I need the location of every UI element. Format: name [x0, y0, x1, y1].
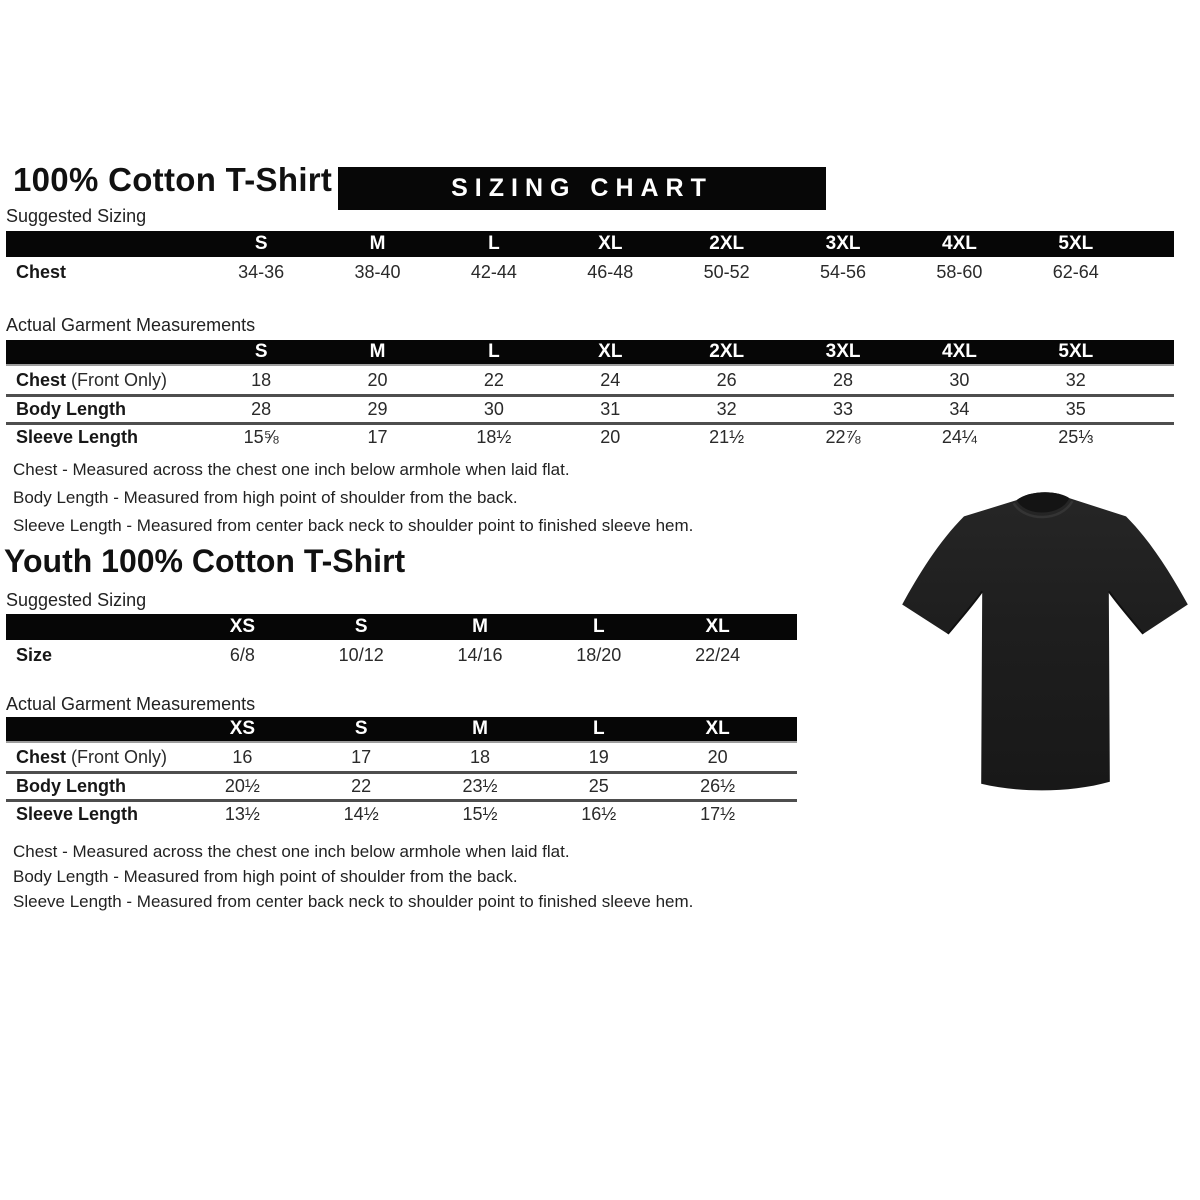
measurement-cell: 16½ — [581, 804, 617, 824]
measurement-cell: 28 — [251, 399, 272, 419]
note-body-length: Body Length - Measured from high point of shoulder from the back. — [13, 488, 518, 507]
measurement-cell: 23½ — [462, 776, 498, 796]
table-row — [6, 422, 1174, 450]
size-column-header: S — [354, 718, 368, 739]
size-column-header: 2XL — [709, 341, 745, 362]
measurement-cell: 20 — [600, 427, 621, 447]
size-column-header: L — [592, 718, 605, 739]
size-column-header: M — [369, 341, 386, 362]
size-column-header: 5XL — [1058, 233, 1094, 254]
table-row — [6, 743, 797, 771]
size-column-header: M — [472, 616, 488, 637]
note-sleeve-length: Sleeve Length - Measured from center back neck to shoulder point to finished sleeve hem. — [13, 892, 694, 911]
table-row — [6, 366, 1174, 394]
measurement-cell: 58-60 — [936, 262, 983, 282]
youth-suggested-sizing-table — [6, 614, 797, 671]
note-body-length: Body Length - Measured from high point of shoulder from the back. — [13, 867, 518, 886]
youth-section-title: Youth 100% Cotton T-Shirt — [4, 543, 406, 579]
measurement-cell: 18 — [251, 369, 272, 390]
measurement-cell: 29 — [367, 399, 388, 419]
table-header-row — [6, 340, 1174, 366]
measurement-cell: 14/16 — [457, 645, 503, 665]
black-tshirt-image — [892, 486, 1198, 802]
measurement-cell: 22 — [483, 369, 504, 390]
size-column-header: S — [254, 341, 268, 362]
youth-actual-measurements-label: Actual Garment Measurements — [6, 694, 256, 714]
size-column-header: 2XL — [709, 233, 745, 254]
measurement-cell: 30 — [949, 369, 970, 390]
row-label: Sleeve Length — [16, 427, 139, 447]
measurement-cell: 62-64 — [1052, 262, 1099, 282]
table-row — [6, 640, 797, 671]
measurement-cell: 24 — [600, 369, 621, 390]
size-column-header: XS — [229, 718, 256, 739]
measurement-cell: 38-40 — [354, 262, 401, 282]
measurement-cell: 18 — [469, 746, 490, 767]
adult-measurement-notes — [13, 461, 693, 545]
measurement-cell: 28 — [833, 369, 854, 390]
measurement-cell: 26 — [716, 369, 737, 390]
measurement-cell: 25 — [588, 776, 609, 796]
measurement-cell: 50-52 — [703, 262, 750, 282]
sizing-chart-banner-text: SIZING CHART — [451, 174, 713, 202]
size-column-header: 3XL — [825, 233, 861, 254]
measurement-cell: 35 — [1065, 399, 1086, 419]
row-label: Chest (Front Only) — [16, 746, 168, 767]
size-column-header: L — [488, 341, 500, 362]
size-column-header: L — [592, 616, 605, 637]
measurement-cell: 18½ — [476, 427, 512, 447]
measurement-cell: 24¼ — [941, 427, 977, 447]
row-label: Chest — [16, 262, 67, 282]
size-column-header: XL — [598, 233, 623, 254]
adult-actual-measurements-table — [6, 340, 1174, 450]
row-label: Chest (Front Only) — [16, 369, 168, 390]
size-column-header: XL — [705, 616, 730, 637]
table-row — [6, 257, 1174, 288]
size-column-header: 4XL — [942, 341, 977, 362]
measurement-cell: 14½ — [343, 804, 379, 824]
adult-suggested-sizing-label: Suggested Sizing — [6, 206, 147, 226]
measurement-cell: 15⅝ — [243, 427, 279, 447]
measurement-cell: 33 — [833, 399, 854, 419]
size-column-header: S — [254, 233, 268, 254]
youth-suggested-sizing-label: Suggested Sizing — [6, 590, 147, 610]
page-title: 100% Cotton T-Shirt — [13, 161, 333, 198]
sizing-chart-banner — [338, 167, 826, 210]
measurement-cell: 31 — [600, 399, 621, 419]
measurement-cell: 10/12 — [338, 645, 384, 665]
measurement-cell: 22⅞ — [825, 427, 861, 447]
size-column-header: XS — [229, 616, 256, 637]
measurement-cell: 17½ — [700, 804, 736, 824]
size-column-header: M — [369, 233, 386, 254]
youth-measurement-notes — [13, 843, 693, 918]
measurement-cell: 34-36 — [238, 262, 285, 282]
measurement-cell: 20 — [367, 369, 388, 390]
note-chest: Chest - Measured across the chest one inch below armhole when laid flat. — [13, 842, 570, 861]
table-row — [6, 799, 797, 827]
measurement-cell: 26½ — [700, 776, 736, 796]
measurement-cell: 6/8 — [229, 645, 255, 665]
measurement-cell: 17 — [367, 427, 388, 447]
size-column-header: XL — [705, 718, 730, 739]
measurement-cell: 20 — [707, 746, 728, 767]
size-column-header: 3XL — [825, 341, 861, 362]
measurement-cell: 19 — [588, 746, 609, 767]
measurement-cell: 20½ — [224, 776, 260, 796]
measurement-cell: 46-48 — [587, 262, 634, 282]
row-label: Sleeve Length — [16, 804, 139, 824]
measurement-cell: 32 — [716, 399, 737, 419]
measurement-cell: 22 — [351, 776, 372, 796]
adult-suggested-sizing-table — [6, 231, 1174, 288]
measurement-cell: 34 — [949, 399, 970, 419]
measurement-cell: 42-44 — [470, 262, 517, 282]
youth-actual-measurements-table — [6, 717, 797, 827]
row-label: Size — [16, 645, 53, 665]
table-header-row — [6, 717, 797, 743]
size-column-header: XL — [598, 341, 623, 362]
measurement-cell: 17 — [351, 746, 372, 767]
measurement-cell: 15½ — [462, 804, 498, 824]
measurement-cell: 32 — [1065, 369, 1086, 390]
size-column-header: L — [488, 233, 500, 254]
note-sleeve-length: Sleeve Length - Measured from center back neck to shoulder point to finished sleeve hem. — [13, 516, 694, 535]
table-header-row — [6, 231, 1174, 257]
measurement-cell: 25⅓ — [1058, 427, 1094, 447]
size-column-header: 5XL — [1058, 341, 1094, 362]
row-label: Body Length — [16, 399, 126, 419]
size-column-header: M — [472, 718, 488, 739]
size-column-header: S — [354, 616, 368, 637]
measurement-cell: 21½ — [709, 427, 745, 447]
measurement-cell: 30 — [483, 399, 504, 419]
measurement-cell: 22/24 — [695, 645, 741, 665]
measurement-cell: 18/20 — [576, 645, 622, 665]
note-chest: Chest - Measured across the chest one inch below armhole when laid flat. — [13, 460, 570, 479]
size-column-header: 4XL — [942, 233, 977, 254]
measurement-cell: 13½ — [224, 804, 260, 824]
measurement-cell: 54-56 — [820, 262, 867, 282]
table-header-row — [6, 614, 797, 640]
table-row — [6, 394, 1174, 422]
row-label: Body Length — [16, 776, 126, 796]
measurement-cell: 16 — [232, 746, 253, 767]
table-row — [6, 771, 797, 799]
adult-actual-measurements-label: Actual Garment Measurements — [6, 315, 256, 335]
